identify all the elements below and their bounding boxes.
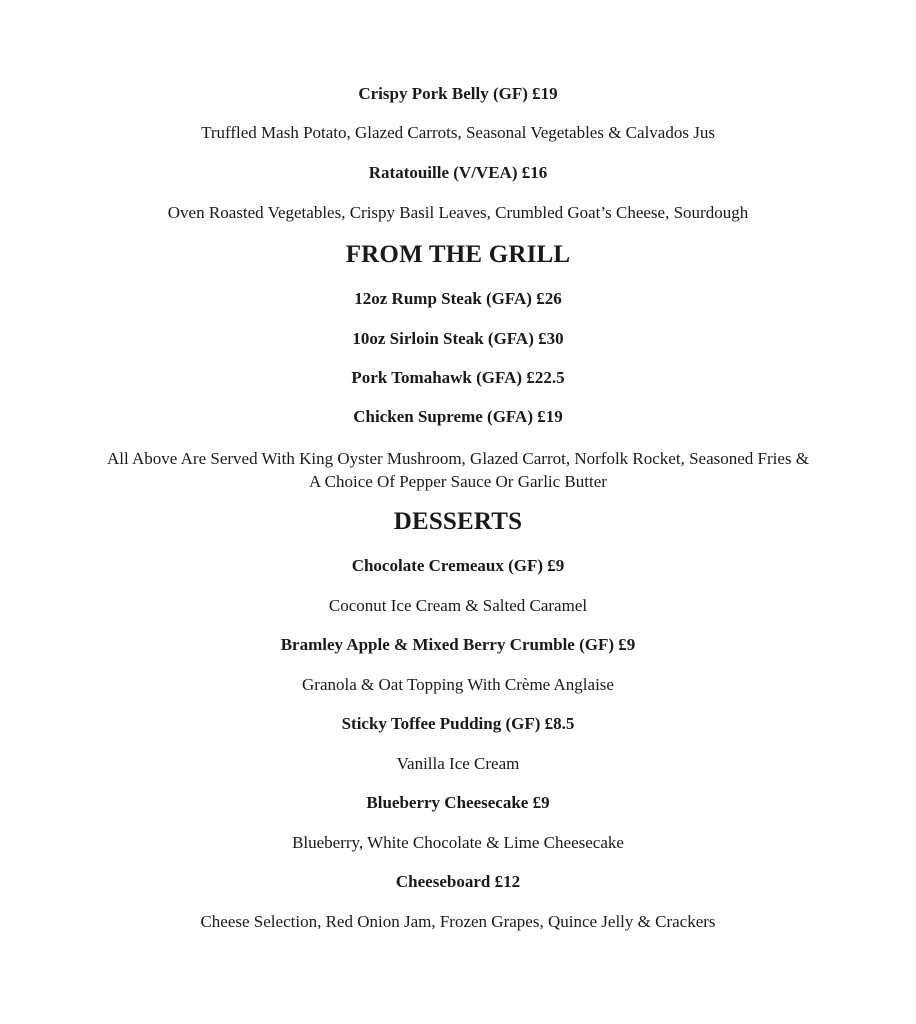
dish-title-cheeseboard: Cheeseboard £12: [395, 872, 521, 891]
dish-description-blueberry-cheesecake: Blueberry, White Chocolate & Lime Cheesecake: [292, 833, 624, 852]
dish-description-sticky-toffee-pudding: Vanilla Ice Cream: [396, 754, 520, 773]
dish-title-ratatouille: Ratatouille (V/VEA) £16: [368, 163, 548, 182]
section-heading-desserts: DESSERTS: [393, 508, 523, 535]
dish-description-bramley-apple-crumble: Granola & Oat Topping With Crème Anglaise: [302, 675, 614, 694]
dish-description-chocolate-cremeaux: Coconut Ice Cream & Salted Caramel: [328, 596, 588, 615]
dish-description-crispy-pork-belly: Truffled Mash Potato, Glazed Carrots, Seasonal Vegetables & Calvados Jus: [201, 123, 715, 142]
dish-title-bramley-apple-crumble: Bramley Apple & Mixed Berry Crumble (GF) £9: [280, 635, 636, 654]
grill-serving-note: All Above Are Served With King Oyster Mushroom, Glazed Carrot, Norfolk Rocket, Seasoned Fries & A Choice Of Pepper Sauce Or Garlic Butter: [106, 449, 810, 491]
dish-title-rump-steak: 12oz Rump Steak (GFA) £26: [354, 289, 562, 308]
dish-description-ratatouille: Oven Roasted Vegetables, Crispy Basil Leaves, Crumbled Goat’s Cheese, Sourdough: [167, 203, 749, 222]
section-heading-from-the-grill: FROM THE GRILL: [345, 241, 571, 268]
dish-title-chocolate-cremeaux: Chocolate Cremeaux (GF) £9: [351, 556, 565, 575]
dish-title-sirloin-steak: 10oz Sirloin Steak (GFA) £30: [352, 329, 564, 348]
dish-title-chicken-supreme: Chicken Supreme (GFA) £19: [353, 407, 563, 426]
dish-description-cheeseboard: Cheese Selection, Red Onion Jam, Frozen Grapes, Quince Jelly & Crackers: [200, 912, 716, 931]
dish-title-pork-tomahawk: Pork Tomahawk (GFA) £22.5: [351, 368, 565, 387]
dish-title-blueberry-cheesecake: Blueberry Cheesecake £9: [366, 793, 550, 812]
dish-title-crispy-pork-belly: Crispy Pork Belly (GF) £19: [358, 84, 558, 103]
dish-title-sticky-toffee-pudding: Sticky Toffee Pudding (GF) £8.5: [341, 714, 575, 733]
